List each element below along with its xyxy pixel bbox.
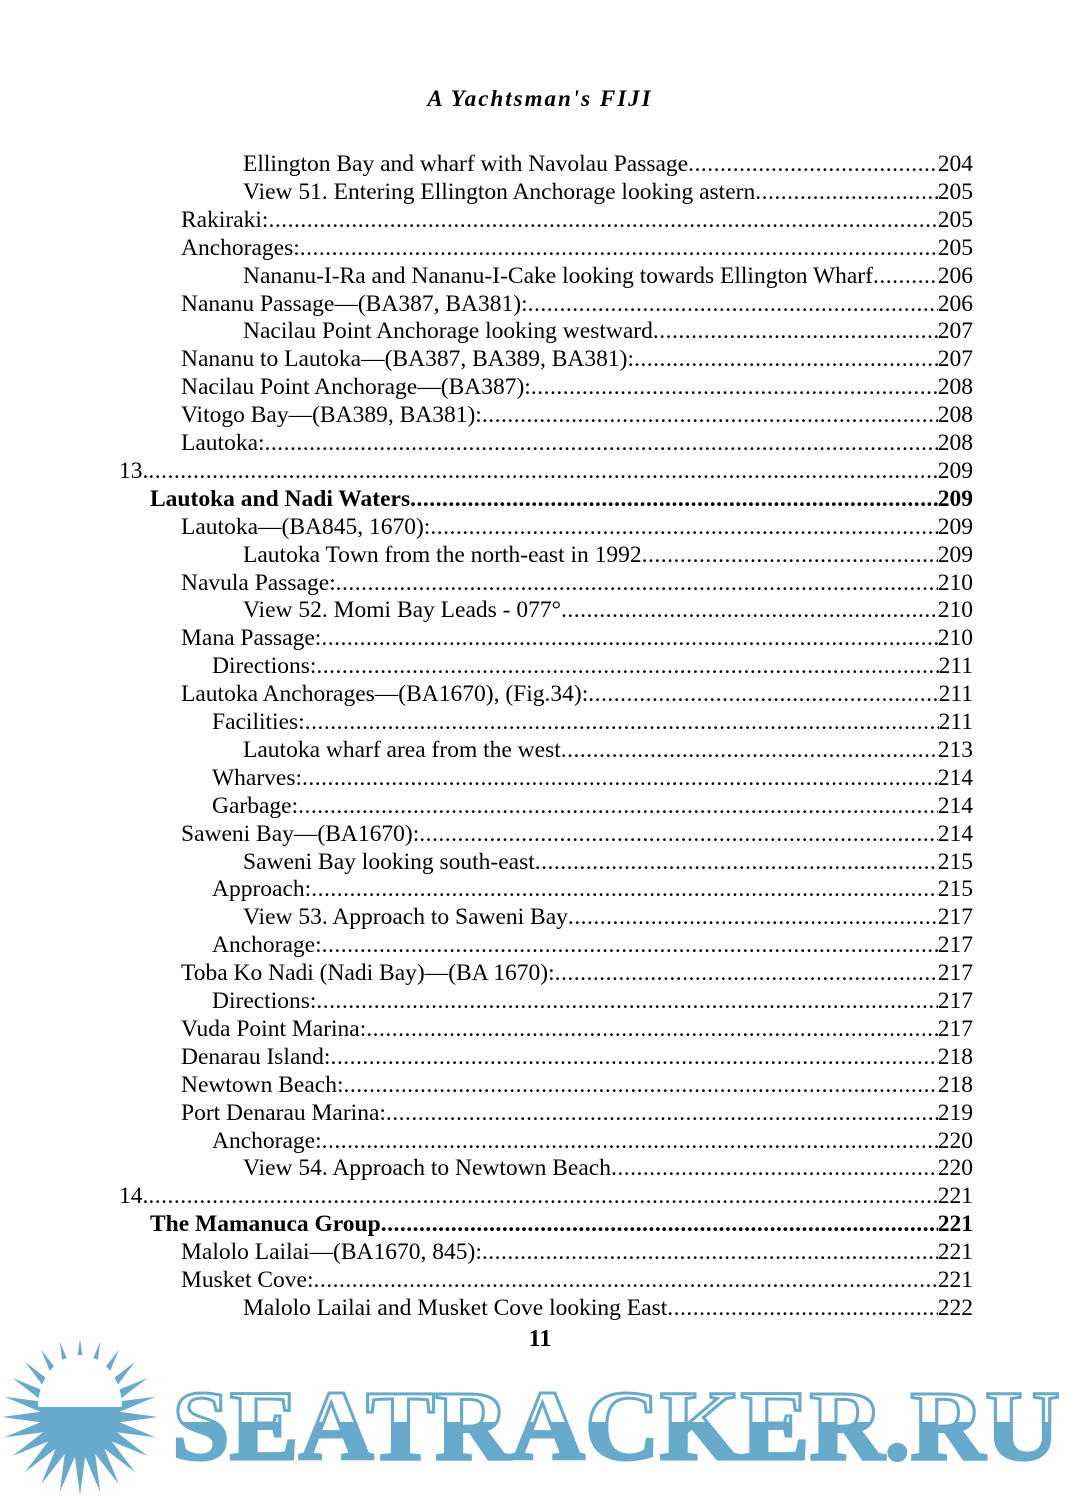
toc-entry-title: Nacilau Point Anchorage—(BA387): [181, 374, 531, 401]
toc-entry[interactable] [243, 736, 973, 764]
toc-entry-title: Ellington Bay and wharf with Navolau Passage [243, 151, 689, 177]
toc-entry-title: Anchorage: [212, 1127, 322, 1154]
toc-entry-page: 210 [937, 625, 973, 652]
toc-entry-title: Lautoka wharf area from the west [243, 736, 561, 763]
dot-leader [535, 848, 938, 876]
toc-entry-title: Mana Passage: [181, 625, 322, 652]
toc-entry[interactable] [181, 401, 973, 429]
svg-text:SEATRACKER.RU: SEATRACKER.RU [172, 1370, 1060, 1481]
toc-entry-page: 214 [937, 820, 973, 847]
toc-entry[interactable] [243, 848, 973, 876]
toc-entry-title: Vuda Point Marina: [181, 1015, 367, 1042]
toc-entry[interactable] [181, 206, 973, 234]
toc-entry-title: View 54. Approach to Newtown Beach [243, 1155, 611, 1182]
toc-entry-page: 215 [937, 848, 973, 875]
toc-entry-title: 14. [119, 1183, 149, 1210]
toc-entry[interactable] [181, 234, 973, 262]
toc-entry[interactable] [243, 178, 973, 206]
toc-entry-page: 208 [937, 402, 973, 429]
toc-entry-title: Lautoka and Nadi Waters [150, 485, 411, 512]
toc-entry-page: 217 [937, 988, 973, 1014]
toc-entry-page: 214 [937, 792, 973, 819]
toc-entry-page: 205 [937, 206, 973, 233]
dot-leader [410, 485, 938, 513]
dot-leader [419, 820, 938, 848]
dot-leader [322, 931, 938, 959]
dot-leader [555, 959, 938, 987]
dot-leader [561, 736, 938, 764]
toc-entry-page: 217 [937, 1015, 973, 1042]
toc-entry-title: Garbage: [212, 792, 299, 819]
dot-leader [430, 513, 937, 541]
toc-entry-title: Nananu-I-Ra and Nananu-I-Cake looking towards Ellington Wharf [243, 262, 873, 289]
dot-leader [330, 1043, 937, 1071]
toc-entry-page: 205 [937, 234, 973, 261]
toc-entry-page: 209 [937, 485, 973, 512]
toc-entry[interactable] [181, 569, 973, 597]
toc-entry[interactable] [181, 1266, 973, 1294]
dot-leader [653, 317, 938, 345]
toc-entry[interactable] [243, 1154, 973, 1182]
dot-leader [755, 178, 938, 206]
toc-entry[interactable] [243, 903, 973, 931]
toc-entry-page: 217 [937, 960, 973, 987]
toc-entry-page: 221 [937, 1239, 973, 1266]
dot-leader [316, 987, 937, 1015]
toc-entry-title: Lautoka: [181, 430, 265, 456]
toc-entry-page: 211 [938, 653, 973, 680]
toc-entry-page: 218 [937, 1071, 973, 1098]
dot-leader [873, 262, 938, 290]
toc-entry-page: 207 [937, 318, 973, 345]
toc-entry-title: Newtown Beach: [181, 1071, 344, 1098]
dot-leader [482, 401, 938, 429]
toc-entry[interactable] [212, 931, 973, 959]
toc-entry-page: 210 [937, 569, 973, 596]
dot-leader [322, 1127, 938, 1155]
toc-entry[interactable] [181, 513, 973, 541]
toc-entry-title: Lautoka Anchorages—(BA1670), (Fig.34): [181, 681, 589, 708]
dot-leader [336, 569, 938, 597]
toc-entry-title: Wharves: [212, 764, 303, 791]
toc-entry-title: Toba Ko Nadi (Nadi Bay)—(BA 1670): [181, 960, 555, 987]
toc-entry-page: 207 [937, 346, 973, 373]
sun-icon [2, 1339, 158, 1495]
toc-entry-title: Navula Passage: [181, 569, 336, 596]
toc-entry-page: 220 [937, 1127, 973, 1154]
toc-entry-page: 206 [937, 262, 973, 289]
dot-leader [268, 206, 937, 234]
dot-leader [381, 1210, 938, 1238]
toc-entry[interactable] [181, 1015, 973, 1043]
dot-leader [148, 1182, 937, 1210]
toc-entry-title: Lautoka Town from the north-east in 1992 [243, 541, 642, 568]
toc-entry[interactable] [181, 1071, 973, 1099]
toc-entry[interactable] [119, 457, 973, 485]
toc-entry-title: Vitogo Bay—(BA389, BA381): [181, 402, 482, 429]
toc-entry-page: 220 [937, 1155, 973, 1182]
toc-entry-title: Lautoka—(BA845, 1670): [181, 513, 431, 540]
toc-entry[interactable] [243, 541, 973, 569]
toc-entry-page: 211 [938, 681, 973, 708]
toc-entry-page: 209 [937, 513, 973, 540]
toc-entry-title: Rakiraki: [181, 206, 269, 233]
dot-leader [321, 624, 937, 652]
toc-entry-page: 217 [937, 932, 973, 959]
toc-entry-page: 210 [937, 597, 973, 624]
dot-leader [344, 1071, 938, 1099]
dot-leader [688, 150, 938, 178]
page-number: 11 [528, 1326, 552, 1352]
toc-entry-page: 206 [937, 290, 973, 317]
toc-entry-page: 208 [937, 430, 973, 456]
toc-entry[interactable] [212, 792, 973, 820]
toc-entry-title: Denarau Island: [181, 1043, 331, 1070]
toc-entry[interactable] [212, 764, 973, 792]
toc-entry[interactable] [181, 373, 973, 401]
toc-entry-title: View 53. Approach to Saweni Bay [243, 904, 568, 931]
toc-entry-page: 214 [937, 764, 973, 791]
toc-entry-page: 221 [937, 1211, 973, 1238]
toc-entry-title: Saweni Bay—(BA1670): [181, 820, 420, 847]
toc-entry[interactable] [181, 429, 973, 457]
watermark-logo [0, 1335, 1080, 1496]
dot-leader [148, 457, 937, 485]
toc-entry[interactable] [212, 652, 973, 680]
toc-entry-title: 13. [119, 457, 149, 484]
toc-entry[interactable] [181, 345, 973, 373]
toc-entry-page: 211 [938, 709, 973, 735]
toc-entry-page: 218 [937, 1043, 973, 1070]
toc-entry-page: 205 [937, 178, 973, 205]
toc-entry[interactable] [181, 959, 973, 987]
dot-leader [568, 903, 938, 931]
toc-entry-page: 221 [937, 1267, 973, 1293]
dot-leader [302, 764, 938, 792]
toc-entry-page: 209 [937, 457, 973, 484]
toc-entry-title: Directions: [212, 988, 317, 1014]
toc-entry[interactable] [119, 1182, 973, 1210]
toc-entry-title: Nacilau Point Anchorage looking westward [243, 318, 653, 345]
toc-entry[interactable] [181, 820, 973, 848]
dot-leader [300, 234, 938, 262]
dot-leader [634, 345, 938, 373]
dot-leader [305, 708, 939, 736]
toc-entry-title: Approach: [212, 876, 312, 903]
dot-leader [298, 792, 938, 820]
toc-entry-title: Musket Cove: [181, 1267, 314, 1293]
dot-leader [528, 290, 938, 318]
toc-entry[interactable] [181, 1043, 973, 1071]
dot-leader [531, 373, 938, 401]
toc-entry-page: 209 [937, 541, 973, 568]
dot-leader [314, 1266, 938, 1294]
toc-entry-title: Nananu to Lautoka—(BA387, BA389, BA381): [181, 346, 634, 373]
dot-leader [265, 429, 938, 457]
toc-entry[interactable] [243, 1294, 973, 1322]
dot-leader [311, 875, 938, 903]
toc-entry-title: Anchorage: [212, 932, 322, 959]
toc-entry[interactable] [150, 485, 973, 513]
toc-entry[interactable] [212, 1127, 973, 1155]
dot-leader [386, 1099, 938, 1127]
toc-entry[interactable] [243, 596, 973, 624]
toc-entry[interactable] [150, 1210, 973, 1238]
dot-leader [588, 680, 938, 708]
toc-entry-page: 215 [937, 876, 973, 903]
toc-entry-title: Malolo Lailai and Musket Cove looking East [243, 1294, 668, 1321]
toc-entry[interactable] [212, 987, 973, 1015]
toc-entry-title: View 52. Momi Bay Leads - 077° [243, 597, 562, 624]
toc-entry-title: Malolo Lailai—(BA1670, 845): [181, 1239, 482, 1266]
toc-entry-title: Facilities: [212, 709, 305, 735]
toc-entry[interactable] [181, 1238, 973, 1266]
toc-entry-page: 221 [937, 1183, 973, 1210]
toc-entry[interactable] [243, 317, 973, 345]
toc-entry[interactable] [243, 262, 973, 290]
dot-leader [611, 1154, 938, 1182]
toc-entry-title: The Mamanuca Group [150, 1211, 381, 1238]
toc-entry[interactable] [243, 150, 973, 178]
dot-leader [561, 596, 938, 624]
toc-entry-title: Nananu Passage—(BA387, BA381): [181, 290, 528, 317]
toc-entry[interactable] [181, 290, 973, 318]
dot-leader [482, 1238, 938, 1266]
toc-entry-page: 208 [937, 374, 973, 401]
toc-entry-page: 222 [937, 1294, 973, 1321]
dot-leader [667, 1294, 938, 1322]
toc-entry-title: View 51. Entering Ellington Anchorage looking astern [243, 178, 756, 205]
dot-leader [366, 1015, 937, 1043]
toc-entry-title: Saweni Bay looking south-east [243, 848, 535, 875]
toc-entry-page: 213 [937, 736, 973, 763]
toc-entry[interactable] [212, 875, 973, 903]
dot-leader [316, 652, 938, 680]
toc-entry[interactable] [181, 680, 973, 708]
dot-leader [642, 541, 938, 569]
running-header: A Yachtsman's FIJI [427, 86, 653, 111]
toc-entry[interactable] [212, 708, 973, 736]
toc-entry[interactable] [181, 624, 973, 652]
toc-entry[interactable] [181, 1099, 973, 1127]
toc-entry-page: 217 [937, 904, 973, 931]
toc-entry-page: 204 [937, 151, 973, 177]
toc-entry-title: Anchorages: [181, 234, 300, 261]
toc-entry-page: 219 [937, 1099, 973, 1126]
toc-entry-title: Directions: [212, 653, 317, 680]
toc-entry-title: Port Denarau Marina: [181, 1099, 386, 1126]
